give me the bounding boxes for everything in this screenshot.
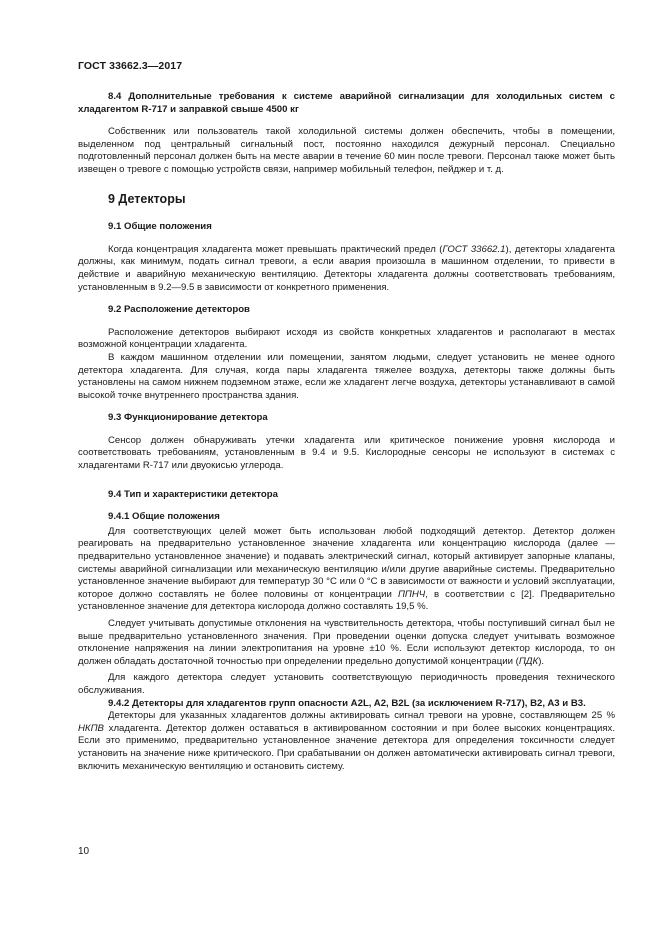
text-fragment: Детекторы для указанных хладагентов должны активировать сигнал тревоги на уровне, составляющем 25 % bbox=[108, 710, 615, 722]
section-9-2-title: 9.2 Расположение детекторов bbox=[108, 304, 250, 316]
section-9-4-1-paragraph-3: Для каждого детектора следует установить соответствующую периодичность проведения технического обслуживания. bbox=[78, 672, 615, 696]
section-9-4-title: 9.4 Тип и характеристики детектора bbox=[108, 488, 278, 500]
section-9-4-1-paragraph-2 bbox=[78, 618, 615, 668]
text-fragment: Когда концентрация хладагента может превышать практический предел ( bbox=[108, 243, 443, 255]
section-9-heading: 9 Детекторы bbox=[108, 191, 186, 206]
section-9-3-paragraph: Сенсор должен обнаруживать утечки хладагента или критическое понижение уровня кислорода и соответствовать требованиям, установленным в 9.4 и 9.5. Кислородные сенсоры не используют в системах с хладагентами R-717 или двуокисью углерода. bbox=[78, 434, 615, 472]
section-9-1-title: 9.1 Общие положения bbox=[108, 221, 212, 233]
section-9-4-2-title: 9.4.2 Детекторы для хладагентов групп опасности A2L, A2, B2L (за исключением R-717), B2, A3 и B3. bbox=[108, 697, 586, 709]
section-8-4-title: 8.4 Дополнительные требования к системе аварийной сигнализации для холодильных систем с хладагентом R-717 и заправкой свыше 4500 кг bbox=[78, 91, 615, 115]
text-fragment: ). bbox=[538, 655, 545, 667]
text-fragment: ), детекторы хладагента должны, как минимум, подать сигнал тревоги, а если авария произошла в машинном отделении, то привести в действие и аварийную механическую вентиляцию. Детекторы хладагента должны соответствовать требованиям, установленным в 9.2—9.5 в зависимости от конкретного применения. bbox=[78, 243, 615, 293]
document-body bbox=[78, 91, 615, 773]
section-9-2-paragraph-1: Расположение детекторов выбирают исходя из свойств конкретных хладагентов и располагают в местах возможной концентрации хладагента. bbox=[78, 326, 615, 351]
abbreviation-ppnch: ППНЧ bbox=[397, 588, 426, 600]
section-9-4-1-paragraph-1 bbox=[78, 526, 615, 614]
section-8-4-paragraph: Собственник или пользователь такой холодильной системы должен обеспечить, чтобы в помещении, выделенном под центральный сигнальный пост, постоянно находился дежурный персонал. Специально подготовленный персонал должен быть на месте аварии в течение 60 мин после тревоги. Персонал также может быть извещен о тревоге с помощью устройств связи, например мобильный телефон, пейджер и т. д. bbox=[78, 126, 615, 175]
text-fragment: Для соответствующих целей может быть использован любой подходящий детектор. Детектор должен реагировать на предварительно установленное значение хладагента или концентрацию кислорода (далее — предварительно установленное значение) и подавать электрический сигнал, который активирует запорные клапаны, системы аварийной сигнализации или механическую вентиляцию и/или другие аварийные системы. Предварительно установленное значение выбирают для температур 30 °С или 0 °С в зависимости от важности и условий эксплуатации, которое должно составлять не более половины от концентрации bbox=[78, 525, 615, 600]
abbreviation-nkpv: НКПВ bbox=[78, 722, 104, 734]
text-fragment: хладагента. Детектор должен оставаться в активированном состоянии и при более высоких концентрациях. Если это применимо, предварительно установленное значение детектора для определения токсичности следует установить на значение ниже критического. При срабатывании он должен автоматически активировать сигнал тревоги, включить механическую вентиляцию и остановить систему. bbox=[78, 722, 615, 772]
section-9-2-paragraph-2: В каждом машинном отделении или помещении, занятом людьми, следует установить не менее одного детектора хладагента. Для случая, когда пары хладагента тяжелее воздуха, детекторы также должны быть установлены на самом нижнем подземном этаже, если же хладагент легче воздуха, детекторы устанавливают в самой высокой точке внутреннего пространства здания. bbox=[78, 351, 615, 401]
section-9-4-1-title: 9.4.1 Общие положения bbox=[108, 511, 220, 523]
section-9-4-2-paragraph bbox=[78, 710, 615, 773]
abbreviation-pdk: ПДК bbox=[518, 655, 539, 667]
standard-header: ГОСТ 33662.3—2017 bbox=[78, 60, 183, 72]
section-9-3-title: 9.3 Функционирование детектора bbox=[108, 412, 268, 424]
page-number: 10 bbox=[78, 846, 90, 857]
text-fragment: , в соответствии с [2]. Предварительно установленное значение для детектора кислорода должно составлять 19,5 %. bbox=[78, 588, 615, 613]
section-9-1-paragraph bbox=[78, 244, 615, 294]
text-fragment: Следует учитывать допустимые отклонения на чувствительность детектора, чтобы поступивший сигнал был не выше предварительно установленного значения. При проведении оценки допуска следует учитывать возможное отклонение напряжения на линии электропитания на уровне ±10 %. Если используют детектор кислорода, то он должен обладать достаточной точностью при определении предельно допустимой концентрации ( bbox=[78, 618, 615, 667]
standard-reference: ГОСТ 33662.1 bbox=[442, 243, 506, 255]
